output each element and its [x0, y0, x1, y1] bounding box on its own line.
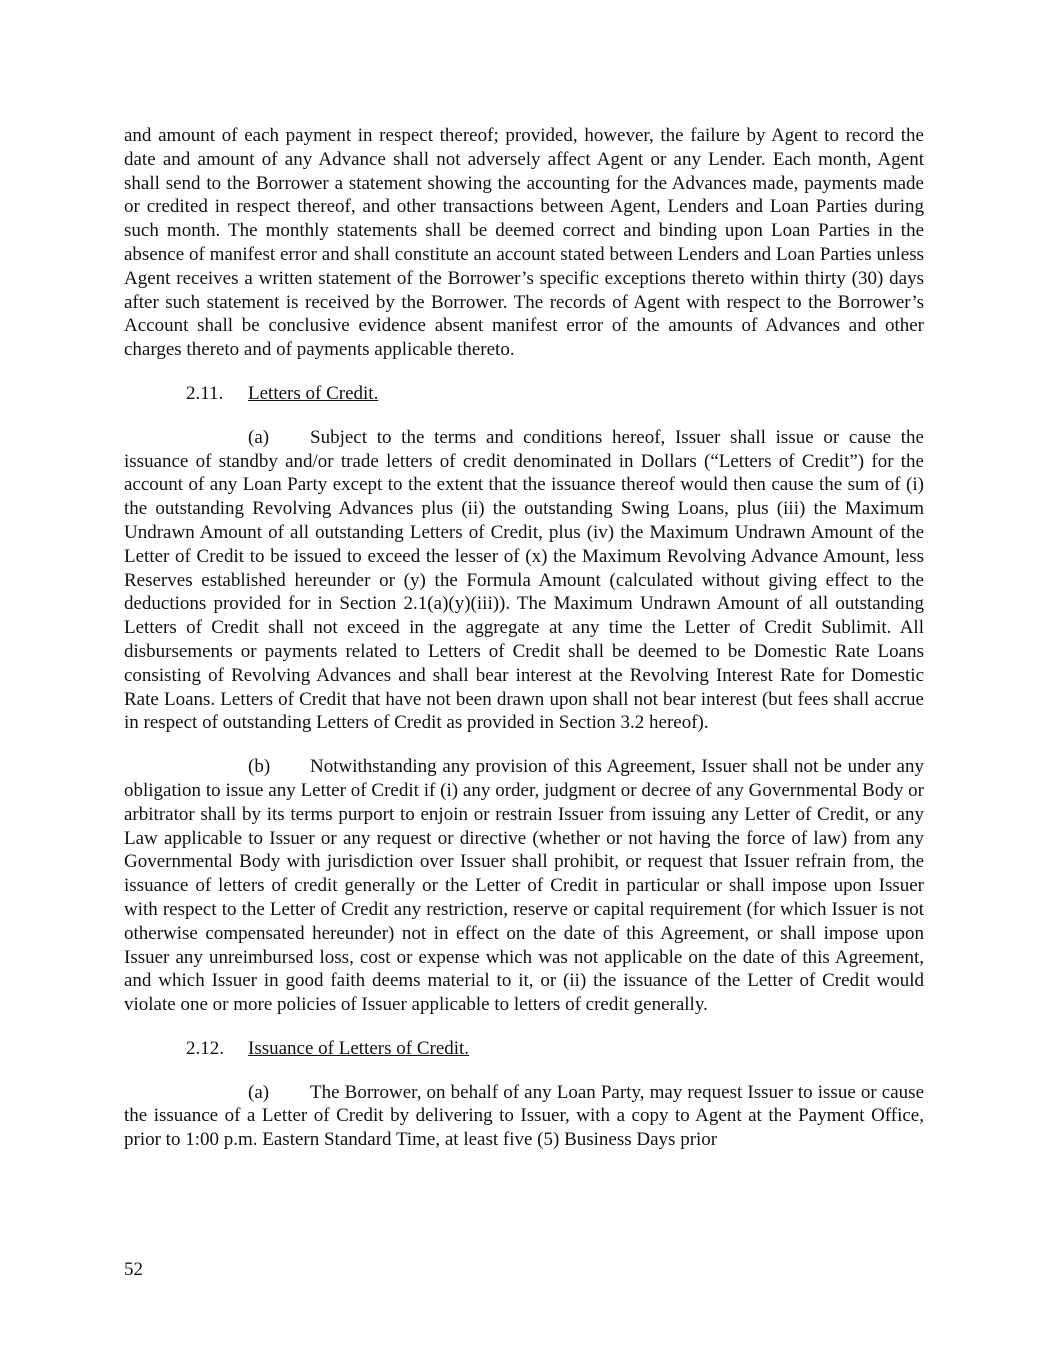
spacer: [124, 735, 924, 755]
subsection-2-12-a: [124, 1081, 924, 1152]
subsection-text: The Borrower, on behalf of any Loan Party, may request Issuer to issue or cause the issuance of a Letter of Credit by delivering to Issuer, with a copy to Agent at the Payment Office, prior to 1:00 p.m. Eastern Standard Time, at least five (5) Business Days prior: [124, 1081, 924, 1151]
subsection-2-11-a: [124, 426, 924, 735]
subsection-text: Subject to the terms and conditions hereof, Issuer shall issue or cause the issuance of standby and/or trade letters of credit denominated in Dollars (“Letters of Credit”) for the account of any Loan Party except to the extent that the issuance thereof would then cause the sum of (i) the outstanding Revolving Advances plus (ii) the outstanding Swing Loans, plus (iii) the Maximum Undrawn Amount of all outstanding Letters of Credit, plus (iv) the Maximum Undrawn Amount of the Letter of Credit to be issued to exceed the lesser of (x) the Maximum Revolving Advance Amount, less Reserves established hereunder or (y) the Formula Amount (calculated without giving effect to the deductions provided for in Section 2.1(a)(y)(iii)). The Maximum Undrawn Amount of all outstanding Letters of Credit shall not exceed in the aggregate at any time the Letter of Credit Sublimit. All disbursements or payments related to Letters of Credit shall be deemed to be Domestic Rate Loans consisting of Revolving Advances and shall bear interest at the Revolving Interest Rate for Domestic Rate Loans. Letters of Credit that have not been drawn upon shall not bear interest (but fees shall accrue in respect of outstanding Letters of Credit as provided in Section 3.2 hereof).: [124, 426, 924, 734]
subsection-2-11-b: [124, 755, 924, 1017]
subsection-label: (a): [248, 426, 270, 448]
spacer: [124, 406, 924, 426]
section-heading-2-11: [124, 382, 924, 406]
section-title: Issuance of Letters of Credit.: [248, 1037, 470, 1059]
subsection-text: Notwithstanding any provision of this Agreement, Issuer shall not be under any obligation to issue any Letter of Credit if (i) any order, judgment or decree of any Governmental Body or arbitrator shall by its terms purport to enjoin or restrain Issuer from issuing any Letter of Credit, or any Law applicable to Issuer or any request or directive (whether or not having the force of law) from any Governmental Body with jurisdiction over Issuer shall prohibit, or request that Issuer refrain from, the issuance of letters of credit generally or the Letter of Credit in particular or shall impose upon Issuer with respect to the Letter of Credit any restriction, reserve or capital requirement (for which Issuer is not otherwise compensated hereunder) not in effect on the date of this Agreement, or shall impose upon Issuer any unreimbursed loss, cost or expense which was not applicable on the date of this Agreement, and which Issuer in good faith deems material to it, or (ii) the issuance of the Letter of Credit would violate one or more policies of Issuer applicable to letters of credit generally.: [124, 756, 924, 1016]
section-heading-2-12: [124, 1037, 924, 1061]
section-title: Letters of Credit.: [248, 382, 379, 404]
subsection-label: (b): [248, 756, 271, 778]
spacer: [124, 1017, 924, 1037]
subsection-label: (a): [248, 1081, 270, 1103]
spacer: [124, 362, 924, 382]
document-page: [124, 124, 924, 1152]
spacer: [124, 1061, 924, 1081]
page-number: 52: [124, 1259, 143, 1280]
section-number: 2.12.: [186, 1037, 224, 1059]
intro-paragraph: and amount of each payment in respect thereof; provided, however, the failure by Agent to record the date and amount of any Advance shall not adversely affect Agent or any Lender. Each month, Agent shall send to the Borrower a statement showing the accounting for the Advances made, payments made or credited in respect thereof, and other transactions between Agent, Lenders and Loan Parties during such month. The monthly statements shall be deemed correct and binding upon Loan Parties in the absence of manifest error and shall constitute an account stated between Lenders and Loan Parties unless Agent receives a written statement of the Borrower’s specific exceptions thereto within thirty (30) days after such statement is received by the Borrower. The records of Agent with respect to the Borrower’s Account shall be conclusive evidence absent manifest error of the amounts of Advances and other charges thereto and of payments applicable thereto.: [124, 125, 924, 361]
section-number: 2.11.: [186, 382, 224, 404]
